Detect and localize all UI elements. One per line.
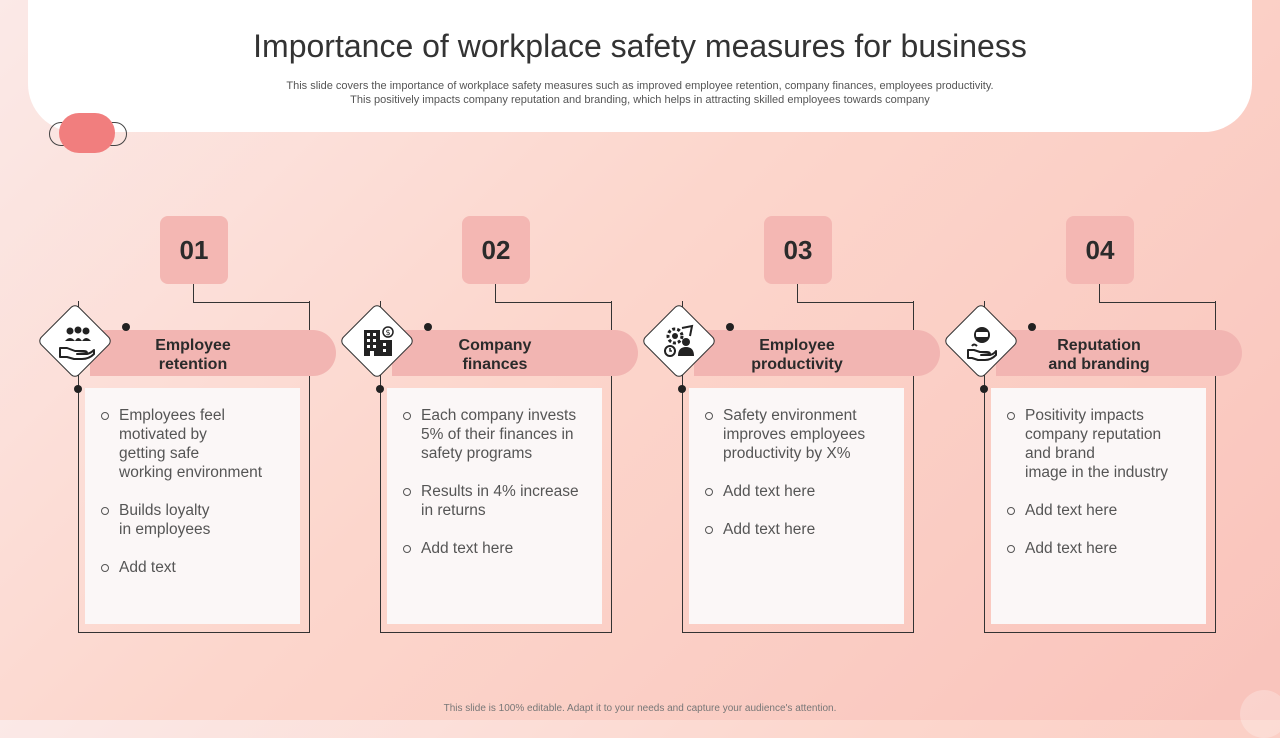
bullet-item: Safety environment improves employees productivity by X% <box>723 406 892 463</box>
bullet-list <box>85 388 300 577</box>
bullet-item: Employees feel motivated by getting safe working environment <box>119 406 288 482</box>
footer-note: This slide is 100% editable. Adapt it to your needs and capture your audience's attention. <box>443 703 837 714</box>
bullet-list <box>991 388 1206 558</box>
content-box <box>689 388 904 624</box>
column-label: Employee productivity <box>751 337 843 373</box>
connector-dot <box>1028 323 1036 331</box>
bullet-item: Positivity impacts company reputation and brand image in the industry <box>1025 406 1194 482</box>
column-label: Company finances <box>458 337 532 373</box>
page-title: Importance of workplace safety measures for business <box>253 28 1027 64</box>
decorative-pill <box>59 113 115 153</box>
decorative-circle <box>1240 690 1280 738</box>
bullet-item: Each company invests 5% of their finances in safety programs <box>421 406 590 463</box>
bullet-list <box>689 388 904 539</box>
step-number: 03 <box>764 216 832 284</box>
bullet-item: Results in 4% increase in returns <box>421 482 590 520</box>
column-reputation-branding <box>944 216 1244 636</box>
hand-people-icon <box>56 322 96 362</box>
building-dollar-icon <box>358 322 398 362</box>
bullet-item: Builds loyalty in employees <box>119 501 288 539</box>
connector-dot <box>678 385 686 393</box>
connector-dot <box>980 385 988 393</box>
column-employee-productivity <box>642 216 942 636</box>
bullet-item: Add text here <box>1025 501 1194 520</box>
connector-dot <box>74 385 82 393</box>
step-number: 01 <box>160 216 228 284</box>
column-employee-retention <box>38 216 338 636</box>
bullet-item: Add text here <box>723 482 892 501</box>
page-subtitle: This slide covers the importance of workplace safety measures such as improved employee retention, company finances, employees productivity. This positively impacts company reputation and branding, which helps in attracting skilled employees towards company <box>286 80 994 106</box>
connector-dot <box>726 323 734 331</box>
bullet-item: Add text here <box>1025 539 1194 558</box>
bullet-item: Add text here <box>723 520 892 539</box>
bullet-item: Add text <box>119 558 288 577</box>
step-number: 02 <box>462 216 530 284</box>
content-box <box>85 388 300 624</box>
bullet-list <box>387 388 602 558</box>
connector-dot <box>424 323 432 331</box>
column-company-finances <box>340 216 640 636</box>
content-box <box>387 388 602 624</box>
step-number: 04 <box>1066 216 1134 284</box>
bullet-item: Add text here <box>421 539 590 558</box>
gear-person-icon <box>660 322 700 362</box>
content-box <box>991 388 1206 624</box>
column-label: Employee retention <box>155 337 231 373</box>
header-card <box>28 0 1252 132</box>
svg-text:$: $ <box>385 328 391 337</box>
column-label: Reputation and branding <box>1048 337 1150 373</box>
connector-dot <box>376 385 384 393</box>
hand-brand-icon <box>962 322 1002 362</box>
connector-dot <box>122 323 130 331</box>
